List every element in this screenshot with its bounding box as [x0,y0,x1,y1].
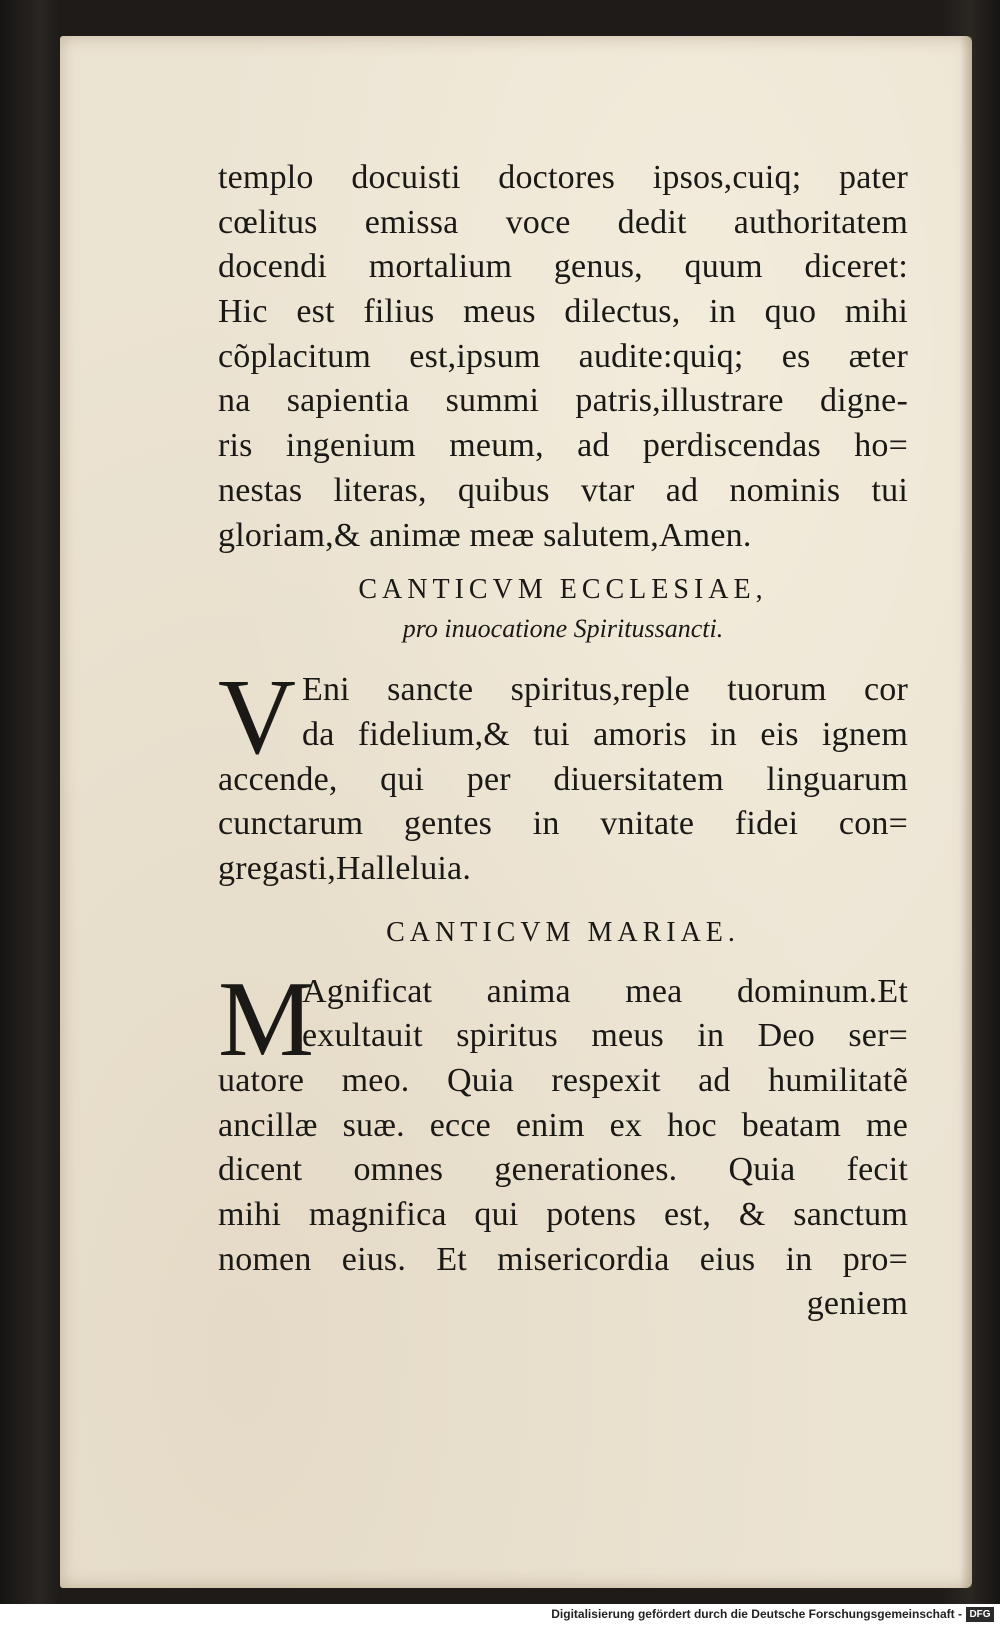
drop-cap-m: M [218,959,315,1079]
text-line: uatore meo. Quia respexit ad humilitatẽ [218,1062,908,1099]
catchword: geniem [806,1285,908,1323]
funding-notice: Digitalisierung gefördert durch die Deutsche Forschungsgemeinschaft - [551,1607,962,1621]
section-subheading: pro inuocatione Spiritussancti. [402,614,724,644]
text-line: cõplacitum est,ipsum audite:quiq; es æter [218,337,908,375]
text-line: nomen eius. Et misericordia eius in pro= [218,1240,908,1278]
text-line: na sapientia summi patris,illustrare digne- [218,382,908,420]
text-line: gloriam,& animæ meæ salutem,Amen. [218,516,752,554]
text-line: nestas literas, quibus vtar ad nominis tui [218,471,908,509]
dfg-logo: DFG [966,1607,994,1622]
text-line: cunctarum gentes in vnitate fidei con= [218,805,908,843]
text-line: da fidelium,& tui amoris in eis ignem [302,715,908,753]
text-line: ancillæ suæ. ecce enim ex hoc beatam me [218,1106,908,1144]
text-line: accende, qui per diuersitatem linguarum [218,760,908,798]
text-line: ris ingenium meum, ad perdiscendas ho= [218,427,908,465]
text-line: docendi mortalium genus, quum diceret: [218,248,908,286]
veni-sancte-paragraph [218,658,908,891]
page-edge-shadow [960,36,972,1588]
section-heading-canticum-mariae: CANTICVM MARIAE. [386,916,740,948]
text-line: gregasti,Halleluia. [218,849,472,887]
section-heading-canticum-ecclesiae: CANTICVM ECCLESIAE, [358,574,768,606]
digitization-footer [0,1604,1000,1626]
text-line: dicent omnes generationes. Quia fecit [218,1151,908,1189]
text-line: Agnificat anima mea dominum.Et [302,972,908,1010]
text-line: exultauit spiritus meus in Deo ser= [302,1017,908,1055]
drop-cap-v: V [218,658,296,778]
text-line: Hic est filius meus dilectus, in quo mihi [218,293,908,331]
text-line: cœlitus emissa voce dedit authoritatem [218,203,908,241]
magnificat-paragraph [218,959,908,1328]
page-text [218,156,908,1327]
text-line: templo docuisti doctores ipsos,cuiq; pater [218,159,908,196]
text-line: Eni sancte spiritus,reple tuorum cor [302,671,908,709]
opening-paragraph [218,156,908,558]
text-line: mihi magnifica qui potens est, & sanctum [218,1196,908,1234]
